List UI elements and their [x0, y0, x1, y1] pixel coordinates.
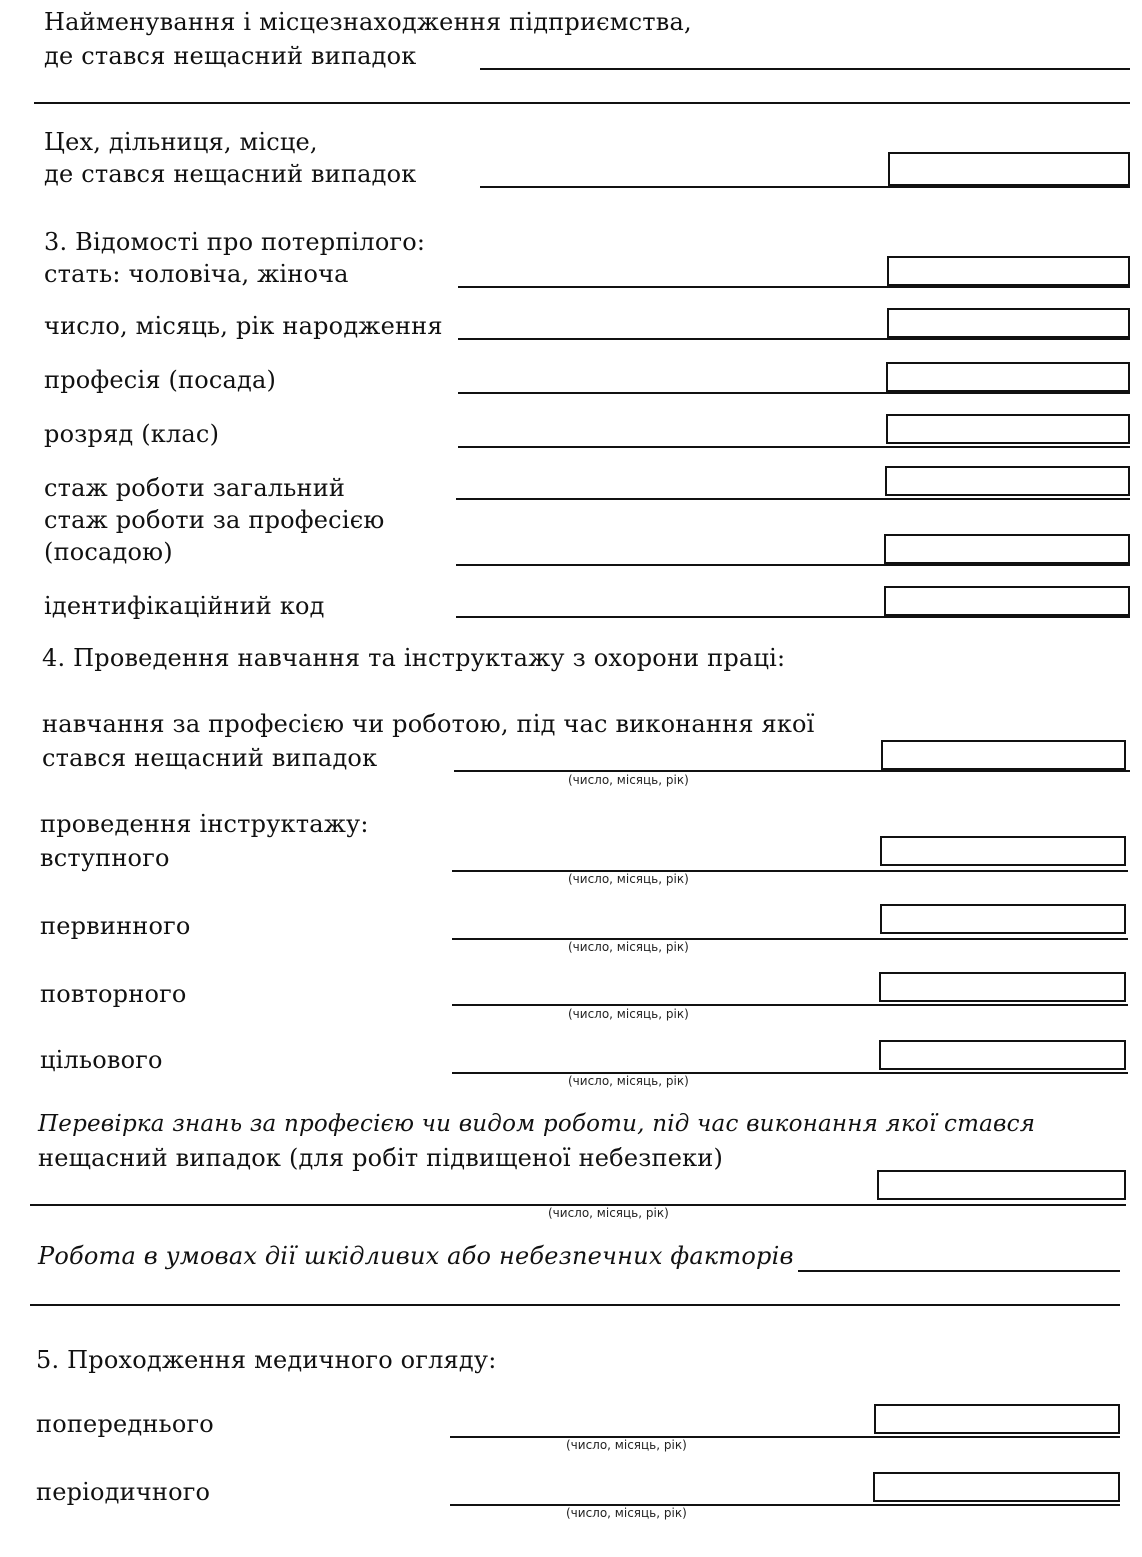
training-date-caption: (число, місяць, рік) [568, 773, 689, 787]
experience-prof-input-line[interactable] [456, 564, 1130, 566]
primary-instruction-label: первинного [40, 912, 191, 940]
birth-code-box[interactable] [887, 308, 1130, 338]
preliminary-exam-date-box[interactable] [874, 1404, 1120, 1434]
intro-instruction-input-line[interactable] [452, 870, 1128, 872]
sex-input-line[interactable] [458, 286, 1130, 288]
experience-prof-label-line1: стаж роботи за професією [44, 506, 385, 534]
repeat-instruction-caption: (число, місяць, рік) [568, 1007, 689, 1021]
profession-label: професія (посада) [44, 366, 277, 394]
medical-section-title: 5. Проходження медичного огляду: [36, 1346, 497, 1374]
workshop-label-line2: де стався нещасний випадок [44, 160, 417, 188]
knowledge-check-label-line1: Перевірка знань за професією чи видом роботи, під час виконання якої стався [38, 1111, 1036, 1137]
primary-instruction-date-box[interactable] [880, 904, 1126, 934]
periodic-exam-label: періодичного [36, 1478, 211, 1506]
profession-code-box[interactable] [886, 362, 1130, 392]
target-instruction-caption: (число, місяць, рік) [568, 1074, 689, 1088]
sex-code-box[interactable] [887, 256, 1130, 286]
experience-total-input-line[interactable] [456, 498, 1130, 500]
periodic-exam-date-box[interactable] [873, 1472, 1120, 1502]
hazard-factors-input-line-2[interactable] [30, 1304, 1120, 1306]
grade-code-box[interactable] [886, 414, 1130, 444]
target-instruction-date-box[interactable] [879, 1040, 1126, 1070]
primary-instruction-input-line[interactable] [452, 938, 1128, 940]
enterprise-input-line[interactable] [480, 68, 1130, 70]
experience-total-code-box[interactable] [885, 466, 1130, 496]
intro-instruction-date-box[interactable] [880, 836, 1126, 866]
instruction-title: проведення інструктажу: [40, 810, 369, 838]
training-input-line[interactable] [454, 770, 1130, 772]
repeat-instruction-input-line[interactable] [452, 1004, 1128, 1006]
intro-instruction-label: вступного [40, 844, 170, 872]
sex-label: стать: чоловіча, жіноча [44, 260, 349, 288]
birth-input-line[interactable] [458, 338, 1130, 340]
knowledge-check-label-line2: нещасний випадок (для робіт підвищеної небезпеки) [38, 1144, 724, 1172]
workshop-input-line[interactable] [480, 186, 1130, 188]
experience-prof-code-box[interactable] [884, 534, 1130, 564]
knowledge-check-caption: (число, місяць, рік) [548, 1206, 669, 1220]
training-label-line1: навчання за професією чи роботою, під час виконання якої [42, 710, 815, 738]
repeat-instruction-date-box[interactable] [879, 972, 1126, 1002]
preliminary-exam-label: попереднього [36, 1410, 214, 1438]
grade-input-line[interactable] [458, 446, 1130, 448]
hazard-factors-label: Робота в умовах дії шкідливих або небезпечних факторів [38, 1242, 794, 1270]
workshop-label-line1: Цех, дільниця, місце, [44, 128, 318, 156]
grade-label: розряд (клас) [44, 420, 220, 448]
knowledge-check-date-box[interactable] [877, 1170, 1126, 1200]
target-instruction-label: цільового [40, 1046, 163, 1074]
hazard-factors-input-line[interactable] [798, 1270, 1120, 1272]
training-label-line2: стався нещасний випадок [42, 744, 378, 772]
training-section-title: 4. Проведення навчання та інструктажу з охорони праці: [42, 644, 786, 672]
id-code-input-line[interactable] [456, 616, 1130, 618]
preliminary-exam-input-line[interactable] [450, 1436, 1120, 1438]
periodic-exam-input-line[interactable] [450, 1504, 1120, 1506]
primary-instruction-caption: (число, місяць, рік) [568, 940, 689, 954]
profession-input-line[interactable] [458, 392, 1130, 394]
periodic-exam-caption: (число, місяць, рік) [566, 1506, 687, 1520]
experience-total-label: стаж роботи загальний [44, 474, 346, 502]
id-code-box[interactable] [884, 586, 1130, 616]
target-instruction-input-line[interactable] [452, 1072, 1128, 1074]
enterprise-input-line-2[interactable] [34, 102, 1130, 104]
repeat-instruction-label: повторного [40, 980, 187, 1008]
enterprise-label-line1: Найменування і місцезнаходження підприємства, [44, 8, 692, 36]
intro-instruction-caption: (число, місяць, рік) [568, 872, 689, 886]
birth-label: число, місяць, рік народження [44, 312, 443, 340]
victim-section-title: 3. Відомості про потерпілого: [44, 228, 426, 256]
workshop-code-box[interactable] [888, 152, 1130, 186]
id-code-label: ідентифікаційний код [44, 592, 325, 620]
enterprise-label-line2: де стався нещасний випадок [44, 42, 417, 70]
experience-prof-label-line2: (посадою) [44, 538, 173, 566]
training-date-box[interactable] [881, 740, 1126, 770]
preliminary-exam-caption: (число, місяць, рік) [566, 1438, 687, 1452]
